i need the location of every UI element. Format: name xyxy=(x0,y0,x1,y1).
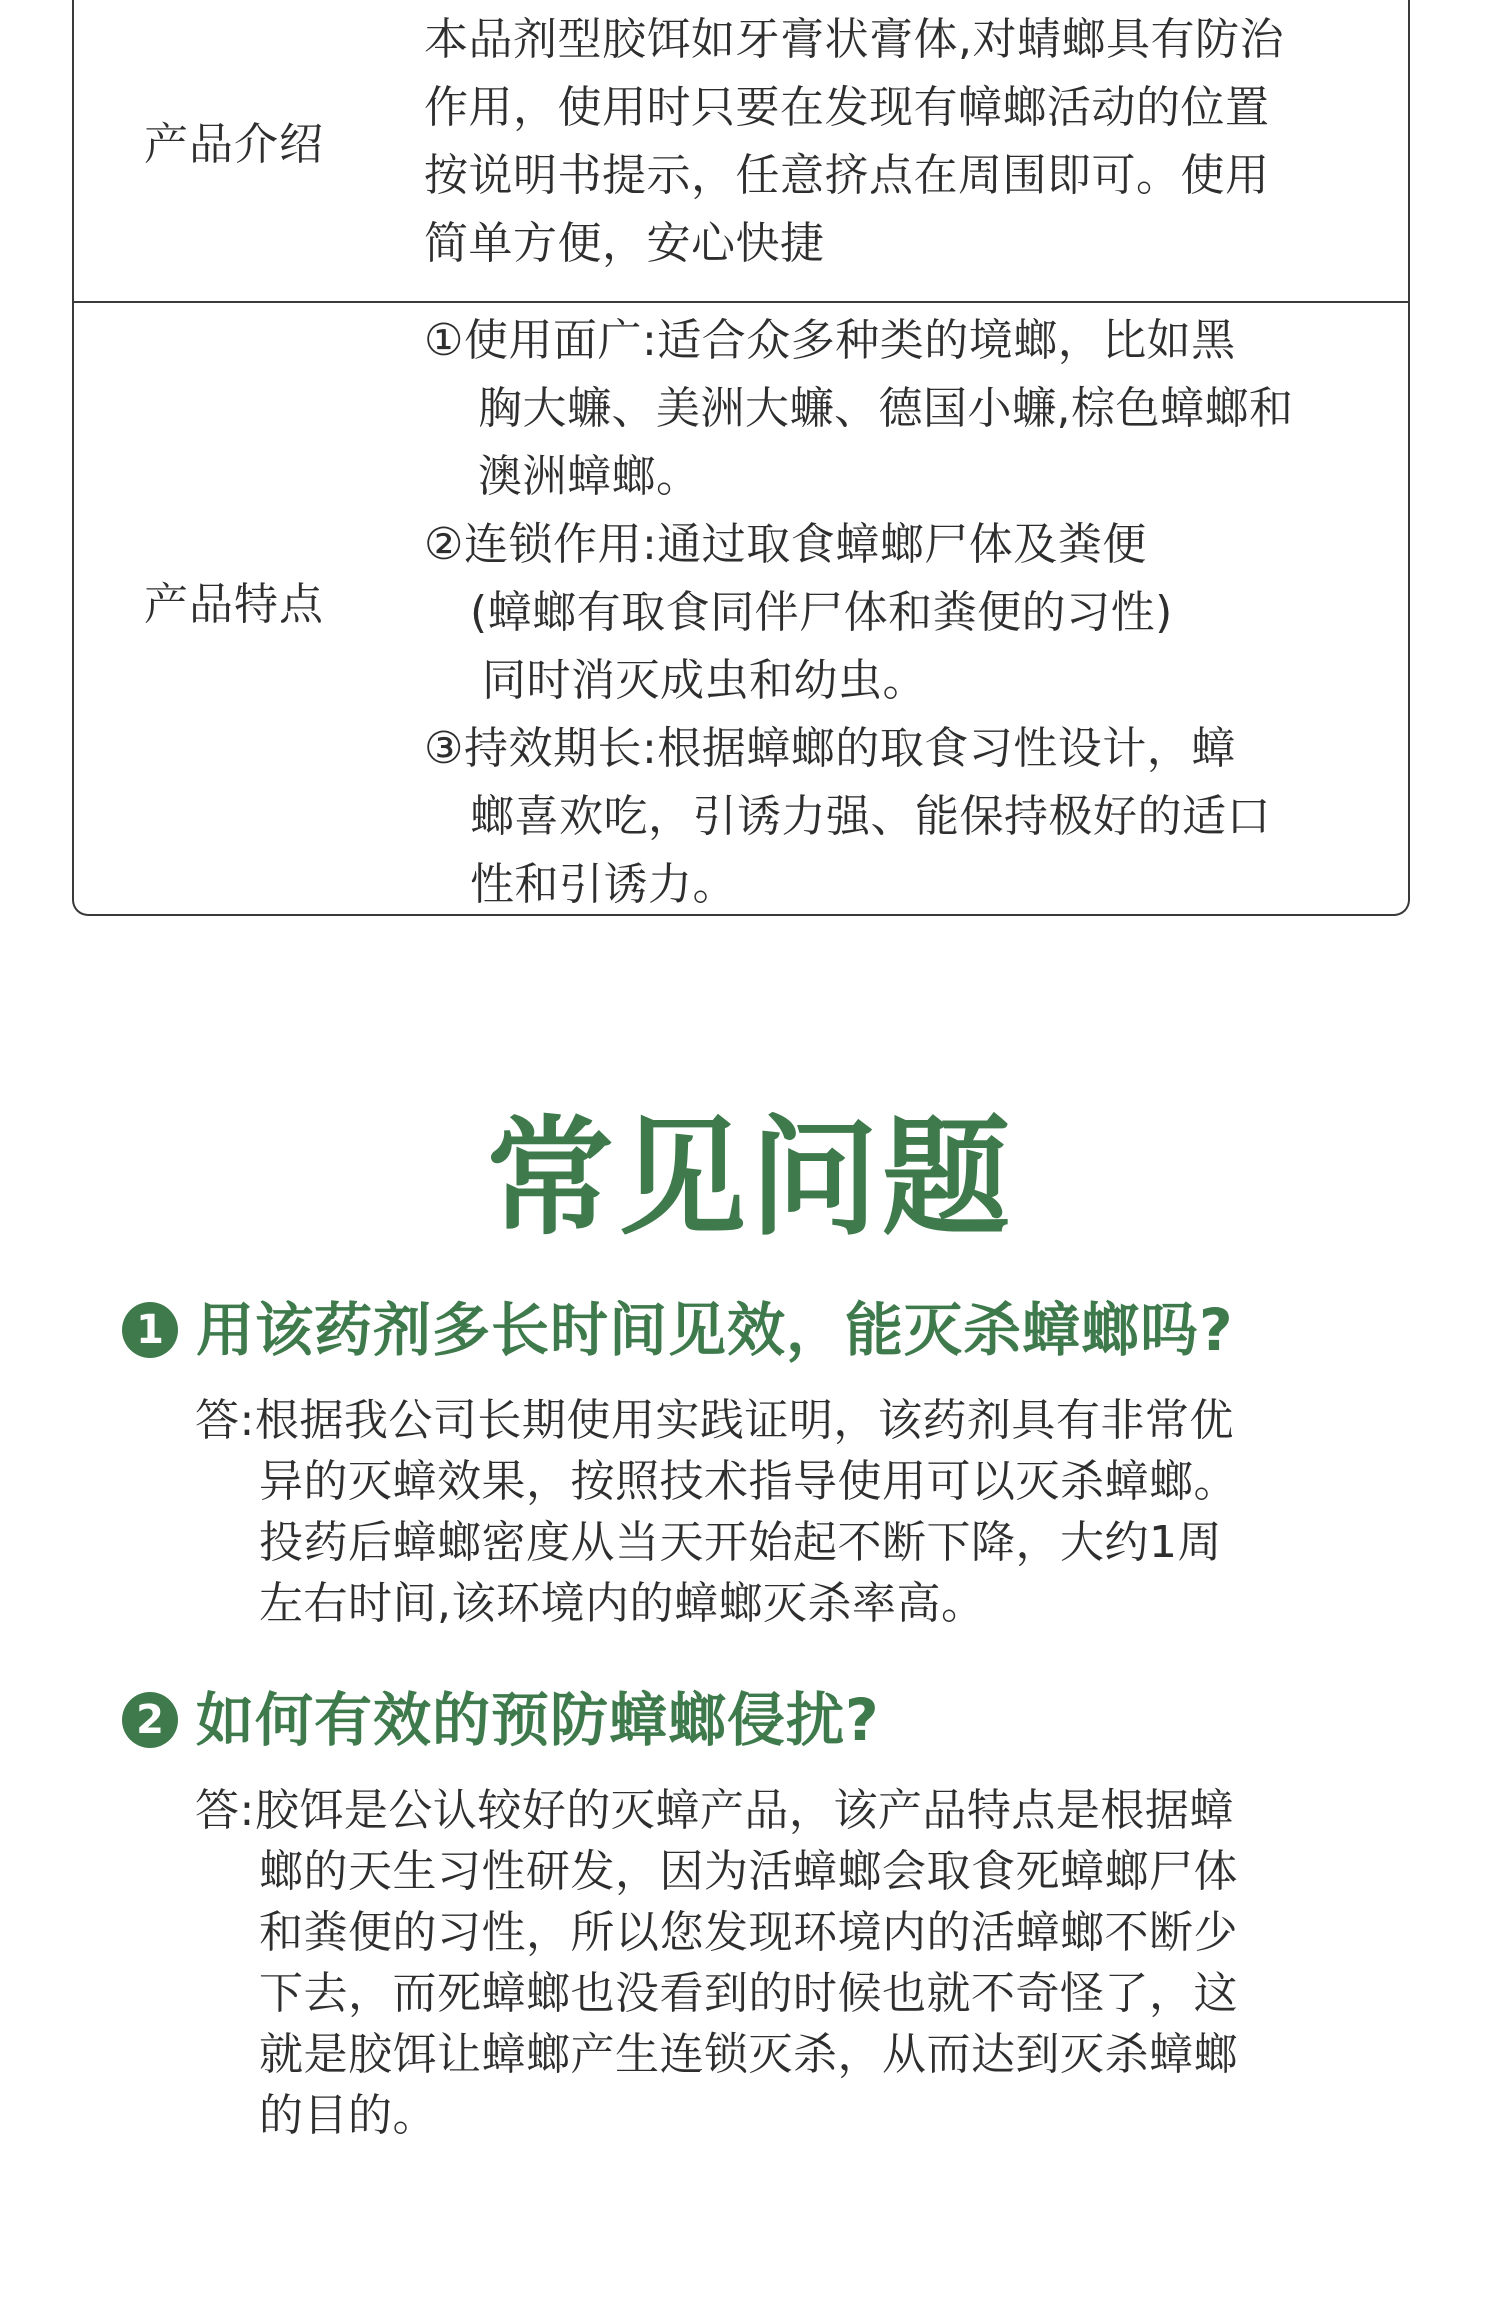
answer-line: 异的灭蟑效果，按照技术指导使用可以灭杀蟑螂。 xyxy=(259,1456,1238,1507)
number-badge-icon: 2 xyxy=(122,1692,178,1748)
faq-answer-2 xyxy=(195,1780,1395,2146)
intro-text xyxy=(424,6,1404,278)
features-row xyxy=(74,303,1408,916)
faq-title: 常见问题 xyxy=(485,1104,1014,1253)
faq-answer-1 xyxy=(195,1390,1395,1634)
intro-line: 本品剂型胶饵如牙膏状膏体,对蜻螂具有防治 xyxy=(424,14,1284,65)
intro-line: 简单方便，安心快捷 xyxy=(424,218,825,269)
answer-line: 答:根据我公司长期使用实践证明，该药剂具有非常优 xyxy=(195,1395,1234,1446)
answer-line: 的目的。 xyxy=(259,2090,437,2141)
feature-line: ③持效期长:根据蟑螂的取食习性设计，蟑 xyxy=(424,723,1236,774)
answer-line: 下去，而死蟑螂也没看到的时候也就不奇怪了，这 xyxy=(259,1968,1238,2019)
number-badge-icon: 1 xyxy=(122,1302,178,1358)
product-info-table xyxy=(72,0,1410,916)
feature-line: 胸大蠊、美洲大蠊、德国小蠊,棕色蟑螂和 xyxy=(478,383,1294,434)
feature-line: 性和引诱力。 xyxy=(470,859,737,910)
intro-line: 作用，使用时只要在发现有幛螂活动的位置 xyxy=(424,82,1270,133)
feature-line: ①使用面广:适合众多种类的境螂，比如黑 xyxy=(424,315,1236,366)
question-text: 用该药剂多长时间见效，能灭杀蟑螂吗? xyxy=(196,1296,1234,1364)
faq-question-1 xyxy=(122,1295,1234,1365)
question-text: 如何有效的预防蟑螂侵扰? xyxy=(196,1686,880,1754)
feature-line: (蟑螂有取食同伴尸体和粪便的习性) xyxy=(470,587,1173,638)
feature-line: 螂喜欢吃，引诱力强、能保持极好的适口 xyxy=(470,791,1271,842)
features-label: 产品特点 xyxy=(144,579,324,630)
intro-row xyxy=(74,0,1408,303)
features-text xyxy=(424,307,1404,919)
answer-line: 答:胶饵是公认较好的灭蟑产品，该产品特点是根据蟑 xyxy=(195,1785,1234,1836)
faq-question-2 xyxy=(122,1685,880,1755)
answer-line: 和粪便的习性，所以您发现环境内的活蟑螂不断少 xyxy=(259,1907,1238,1958)
feature-line: ②连锁作用:通过取食蟑螂尸体及粪便 xyxy=(424,519,1147,570)
answer-line: 投药后蟑螂密度从当天开始起不断下降，大约1周 xyxy=(259,1517,1222,1568)
feature-line: 同时消灭成虫和幼虫。 xyxy=(482,655,927,706)
intro-line: 按说明书提示，任意挤点在周围即可。使用 xyxy=(424,150,1270,201)
answer-line: 就是胶饵让蟑螂产生连锁灭杀，从而达到灭杀蟑螂 xyxy=(259,2029,1238,2080)
feature-line: 澳洲蟑螂。 xyxy=(478,451,701,502)
answer-line: 螂的天生习性研发，因为活蟑螂会取食死蟑螂尸体 xyxy=(259,1846,1238,1897)
intro-label: 产品介绍 xyxy=(144,119,324,170)
answer-line: 左右时间,该环境内的蟑螂灭杀率高。 xyxy=(259,1578,986,1629)
